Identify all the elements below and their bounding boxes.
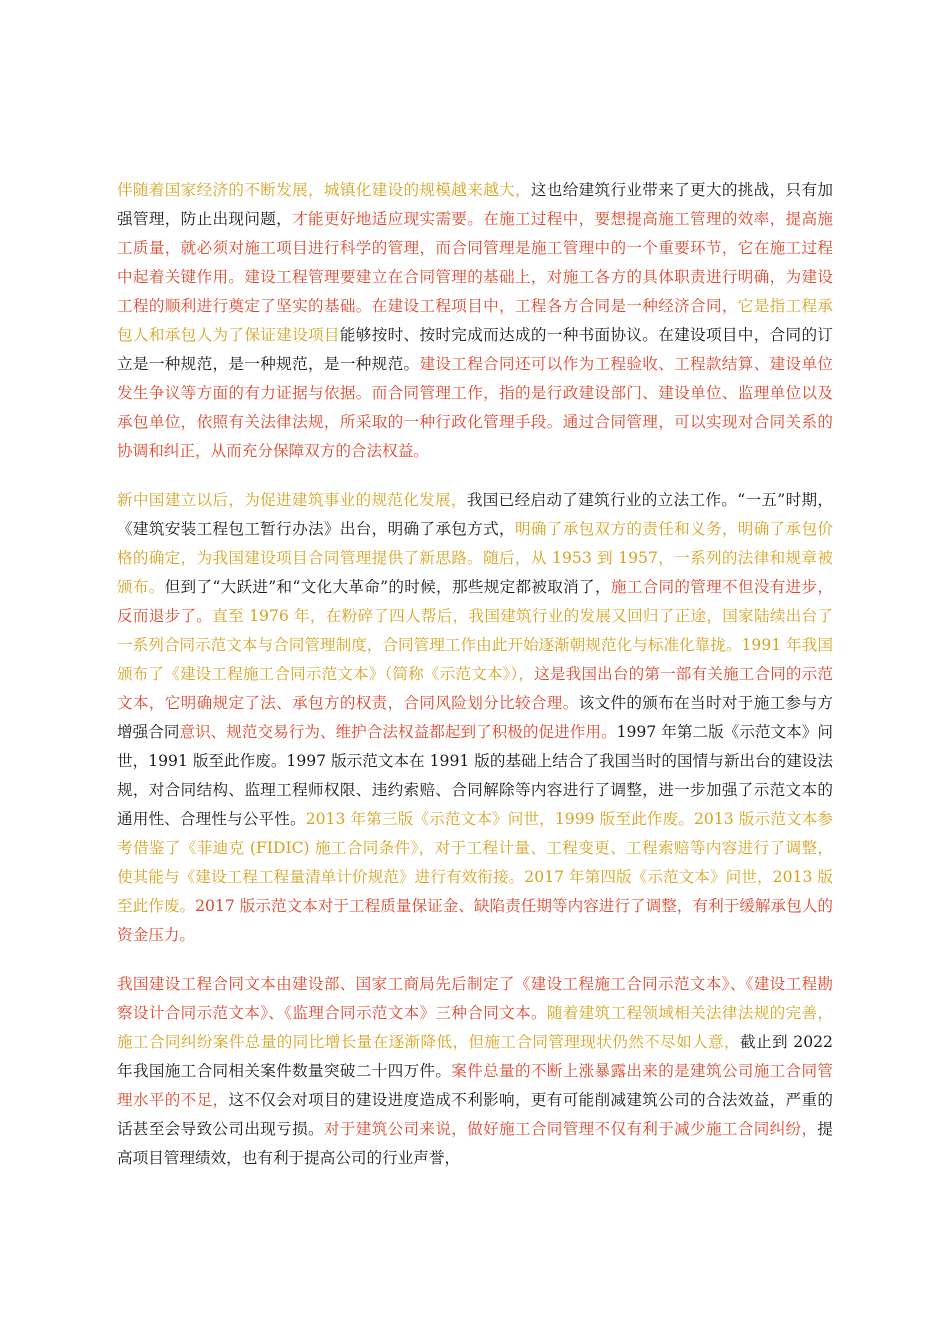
paragraph-1 <box>117 176 833 466</box>
document-body <box>117 176 833 1193</box>
text-segment: 才能更好地适应现实需要。在施工过程中，要想提高施工管理的效率，提高施工质量，就必须对施工项目进行科学的管理，而合同管理是施工管理中的一个重要环节，它在施工过程中起着关键作用。建设工程管理要建立在合同管理的基础上，对施工各方的具体职责进行明确，为建设工程的顺利进行奠定了坚实的基础。在建设工程项目中，工程各方合同是一种经济合同， <box>117 210 833 315</box>
text-segment: 施工合同的管理不但没有进步，反而退步了。 <box>117 578 833 625</box>
paragraph-3 <box>117 970 833 1173</box>
text-segment: 1997 年第二版《示范文本》问世，1991 版至此作废。1997 版示范文本在 1991 版的基础上结合了我国当时的国情与新出台的建设法规，对合同结构、监理工程师权限、违约索赔、合同解除等内容进行了调整，进一步加强了示范文本的通用性、合理性与公平性。 <box>117 723 833 828</box>
text-segment: 随着建筑工程领域相关法律法规的完善，施工合同纠纷案件总量的同比增长量在逐渐降低，但施工合同管理现状仍然不尽如人意， <box>117 1004 833 1051</box>
text-segment: 提高项目管理绩效，也有利于提高公司的行业声誉， <box>117 1120 833 1167</box>
text-segment: 伴随着国家经济的不断发展，城镇化建设的规模越来越大， <box>117 181 531 199</box>
text-segment: 截止到 2022 年我国施工合同相关案件数量突破二十四万件。 <box>117 1033 833 1080</box>
text-segment: 能够按时、按时完成而达成的一种书面协议。在建设项目中，合同的订立是一种规范，是一种规范，是一种规范。 <box>117 326 833 373</box>
text-segment: 我国已经启动了建筑行业的立法工作。“一五”时期，《建筑安装工程包工暂行办法》出台，明确了承包方式， <box>117 491 833 538</box>
text-segment: 新中国建立以后，为促进建筑事业的规范化发展， <box>117 491 467 509</box>
text-segment: 这是我国出台的第一部有关施工合同的示范文本，它明确规定了法、承包方的权责，合同风险划分比较合理。 <box>117 665 833 712</box>
text-segment: 2013 年第三版《示范文本》问世，1999 版至此作废。2013 版示范文本参考借鉴了《菲迪克 (FIDIC) 施工合同条件》，对于工程计量、工程变更、工程索赔等内容进行了调整，使其能与《建设工程工程量清单计价规范》进行有效衔接。2017 年第四版《示范文本》问世，2013 版至此作废。 <box>117 810 833 915</box>
paragraph-2 <box>117 486 833 950</box>
text-segment: 直至 1976 年，在粉碎了四人帮后，我国建筑行业的发展又回归了正途，国家陆续出台了一系列合同示范文本与合同管理制度，合同管理工作由此开始逐渐朝规范化与标准化靠拢。1991 年我国颁布了《建设工程施工合同示范文本》（简称《示范文本》）， <box>117 607 833 683</box>
text-segment: 意识、规范交易行为、维护合法权益都起到了积极的促进作用。 <box>179 723 617 741</box>
text-segment: 案件总量的不断上涨暴露出来的是建筑公司施工合同管理水平的不足， <box>117 1062 833 1109</box>
text-segment: 它是指工程承包人和承包人为了保证建设项目 <box>117 297 833 344</box>
text-segment: 我国建设工程合同文本由建设部、国家工商局先后制定了《建设工程施工合同示范文本》、《建设工程勘察设计合同示范文本》、《监理合同示范文本》三种合同文本。 <box>117 975 833 1022</box>
text-segment: 这不仅会对项目的建设进度造成不利影响，更有可能削减建筑公司的合法效益，严重的话甚至会导致公司出现亏损。 <box>117 1091 833 1138</box>
text-segment: 这也给建筑行业带来了更大的挑战，只有加强管理，防止出现问题， <box>117 181 833 228</box>
text-segment: 该文件的颁布在当时对于施工参与方增强合同 <box>117 694 833 741</box>
text-segment: 建设工程合同还可以作为工程验收、工程款结算、建设单位发生争议等方面的有力证据与依据。而合同管理工作，指的是行政建设部门、建设单位、监理单位以及承包单位，依照有关法律法规，所采取的一种行政化管理手段。通过合同管理，可以实现对合同关系的协调和纠正，从而充分保障双方的合法权益。 <box>117 355 833 460</box>
text-segment: 2017 版示范文本对于工程质量保证金、缺陷责任期等内容进行了调整，有利于缓解承包人的资金压力。 <box>117 897 833 944</box>
text-segment: 但到了“大跃进”和“文化大革命”的时候，那些规定都被取消了， <box>164 578 611 596</box>
text-segment: 明确了承包双方的责任和义务，明确了承包价格的确定，为我国建设项目合同管理提供了新思路。随后，从 1953 到 1957，一系列的法律和规章被颁布。 <box>117 520 833 596</box>
text-segment: 对于建筑公司来说，做好施工合同管理不仅有利于减少施工合同纠纷， <box>323 1120 818 1138</box>
